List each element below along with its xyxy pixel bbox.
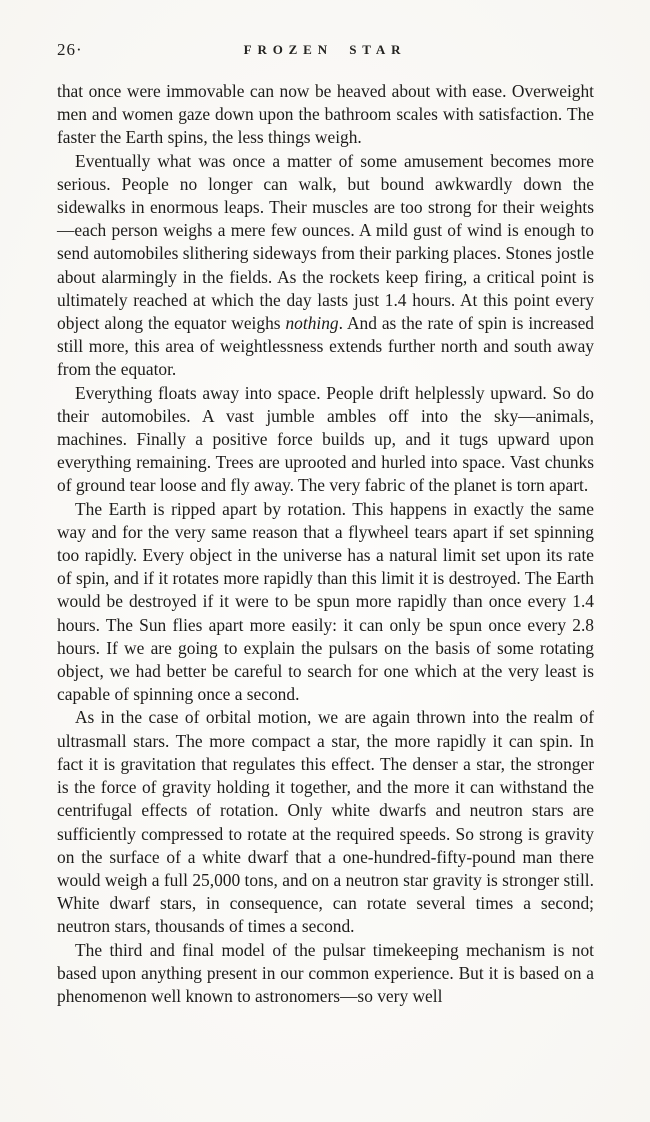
italic-emphasis: nothing — [285, 313, 339, 334]
page-number: 26· — [57, 40, 83, 59]
paragraph: Everything floats away into space. People drift helplessly upward. So do their automobiles. A vast jumble ambles off into the sky—animals, machines. Finally a positive force builds up, and it tugs upward upon everything remaining. Trees are uprooted and hurled into space. Vast chunks of ground tear loose and fly away. The very fabric of the planet is torn apart. — [57, 382, 594, 496]
paragraph: The Earth is ripped apart by rotation. This happens in exactly the same way and for the very same reason that a flywheel tears apart if set spinning too rapidly. Every object in the universe has a natural limit set upon its rate of spin, and if it rotates more rapidly than this limit it is destroyed. The Earth would be destroyed if it were to be spun more rapidly than once every 1.4 hours. The Sun flies apart more easily: it can only be spun once every 2.8 hours. If we are going to explain the pulsars on the basis of some rotating object, we had better be careful to search for one which at the very least is capable of spinning once a second. — [57, 498, 594, 705]
paragraph-text: Eventually what was once a matter of some amusement becomes more serious. People no longer can walk, but bound awkwardly down the sidewalks in enormous leaps. Their muscles are too strong for their weights—each person weighs a mere few ounces. A mild gust of wind is enough to send automobiles slithering sideways from their parking places. Stones jostle about alarmingly in the fields. As the rockets keep firing, a critical point is ultimately reached at which the day lasts just 1.4 hours. At this point every object along the equator weighs — [57, 150, 594, 334]
paragraph — [57, 150, 594, 382]
paragraph: that once were immovable can now be heaved about with ease. Overweight men and women gaze down upon the bathroom scales with satisfaction. The faster the Earth spins, the less things weigh. — [57, 81, 594, 148]
body-text — [57, 80, 594, 1008]
paragraph-text: . And as the rate of spin is increased still more, this area of weightlessness extends further north and south away from the equator. — [57, 313, 594, 380]
paragraph: As in the case of orbital motion, we are again thrown into the realm of ultrasmall stars. The more compact a star, the more rapidly it can spin. In fact it is gravitation that regulates this effect. The denser a star, the stronger is the force of gravity holding it together, and the more it can withstand the centrifugal effects of rotation. Only white dwarfs and neutron stars are sufficiently compressed to rotate at the required speeds. So strong is gravity on the surface of a white dwarf that a one-hundred-fifty-pound man there would weigh a full 25,000 tons, and on a neutron star gravity is stronger still. White dwarf stars, in consequence, can rotate several times a second; neutron stars, thousands of times a second. — [57, 707, 594, 937]
paragraph: The third and final model of the pulsar timekeeping mechanism is not based upon anything present in our common experience. But it is based on a phenomenon well known to astronomers—so very well — [57, 939, 594, 1006]
page-header — [57, 40, 593, 60]
running-head: FROZEN STAR — [243, 42, 407, 57]
